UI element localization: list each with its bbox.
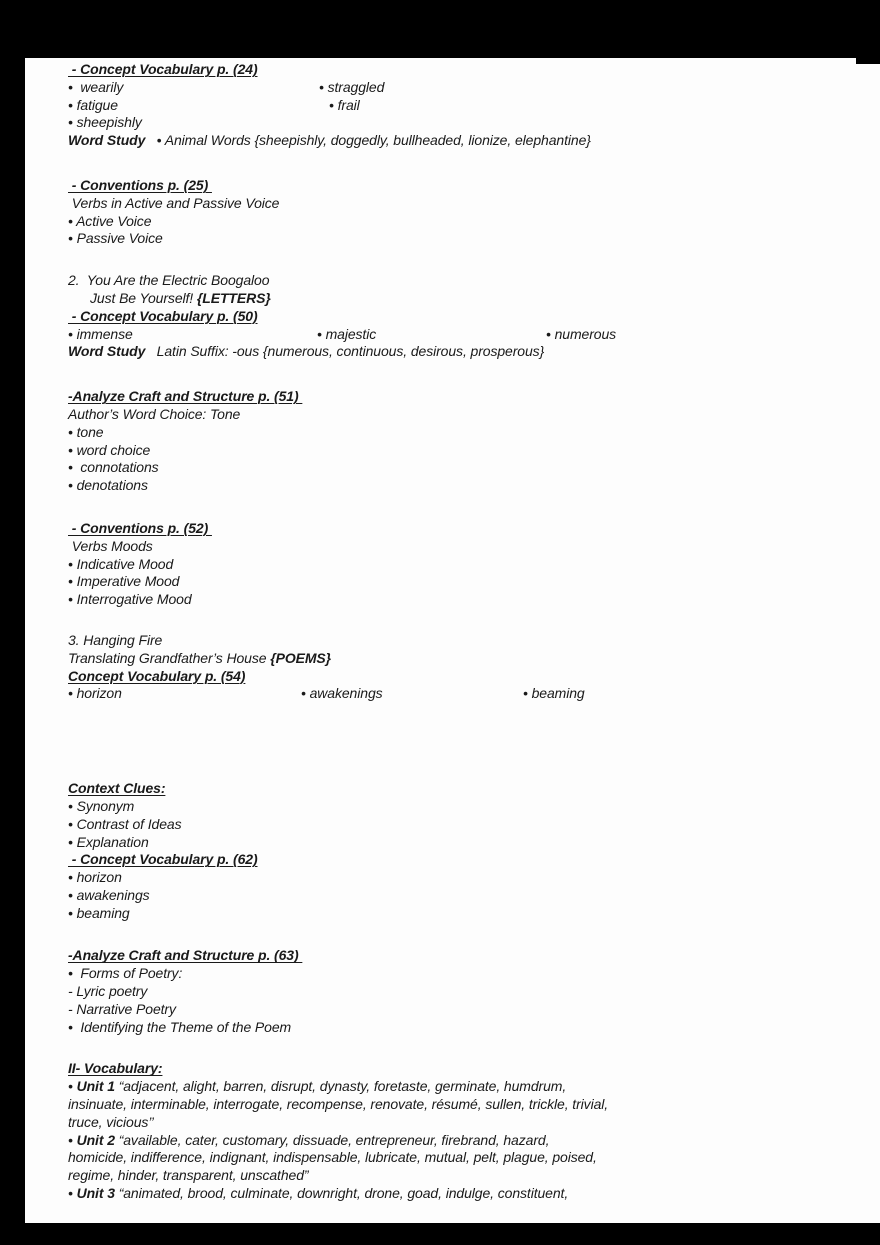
- text-run: Verbs Moods: [68, 537, 153, 554]
- bullet-item: [68, 213, 876, 231]
- word-study-line: [68, 132, 876, 150]
- vocab-row: [68, 326, 876, 344]
- text-run: • straggled: [319, 78, 385, 95]
- text-run: - Lyric poetry: [68, 983, 148, 1000]
- vocab-unit-2-cont: [68, 1167, 876, 1185]
- vocab-unit-1-cont: [68, 1096, 876, 1114]
- bullet-item: [68, 869, 876, 887]
- bullet-item: [68, 556, 876, 574]
- heading-conventions-52: [68, 520, 876, 538]
- text-run: • Animal Words {sheepishly, doggedly, bullheaded, lionize, elephantine}: [145, 132, 591, 149]
- text-run: • sheepishly: [68, 114, 142, 131]
- text-run: • Active Voice: [68, 212, 152, 229]
- selection-3-title: [68, 632, 876, 650]
- scan-corner-artifact: [856, 57, 880, 64]
- bullet-item: [68, 477, 876, 495]
- text-run: homicide, indifference, indignant, indispensable, lubricate, mutual, pelt, plague, poised,: [68, 1149, 597, 1166]
- text-run: • horizon: [68, 869, 122, 886]
- text-run: Unit 3: [76, 1185, 119, 1202]
- text-run: Unit 1: [76, 1078, 119, 1095]
- text-run: • connotations: [68, 459, 159, 476]
- bullet-item: [68, 816, 876, 834]
- heading-context-clues: [68, 780, 876, 798]
- text-run: {LETTERS}: [196, 289, 271, 306]
- selection-3-subtitle: [68, 650, 876, 668]
- vocab-unit-2-cont: [68, 1149, 876, 1167]
- text-run: -Analyze Craft and Structure p. (63): [68, 947, 303, 964]
- heading-concept-vocabulary-62: [68, 851, 876, 869]
- text-run: regime, hinder, transparent, unscathed”: [68, 1167, 309, 1184]
- text-run: •: [68, 1185, 77, 1202]
- bullet-item: [68, 573, 876, 591]
- text-run: • horizon: [68, 685, 122, 702]
- text-run: • Imperative Mood: [68, 573, 180, 590]
- text-run: 2. You Are the Electric Boogaloo: [68, 272, 270, 289]
- text-run: Author’s Word Choice: Tone: [68, 405, 241, 422]
- vocab-unit-2: [68, 1132, 876, 1150]
- document-page: [25, 58, 880, 1223]
- bullet-item: [68, 442, 876, 460]
- text-run: • awakenings: [68, 886, 150, 903]
- text-run: • numerous: [546, 325, 617, 342]
- heading-conventions-25: [68, 177, 876, 195]
- selection-2-subtitle: [68, 290, 876, 308]
- vocab-row: [68, 114, 876, 132]
- text-line: [68, 195, 876, 213]
- vocab-unit-3: [68, 1185, 876, 1203]
- text-run: Concept Vocabulary p. (54): [68, 667, 246, 684]
- text-run: • Indicative Mood: [68, 555, 174, 572]
- text-run: • Interrogative Mood: [68, 591, 192, 608]
- text-run: - Concept Vocabulary p. (50): [68, 307, 258, 324]
- selection-2-title: [68, 272, 876, 290]
- text-run: Just Be Yourself!: [90, 289, 197, 306]
- vocab-unit-1: [68, 1078, 876, 1096]
- page-content: [68, 61, 876, 1203]
- heading-vocabulary: [68, 1060, 876, 1078]
- bullet-item: [68, 1019, 876, 1037]
- text-run: • Explanation: [68, 833, 149, 850]
- text-run: • beaming: [68, 904, 130, 921]
- text-run: • Passive Voice: [68, 230, 163, 247]
- text-line: [68, 538, 876, 556]
- text-run: • majestic: [317, 325, 377, 342]
- heading-concept-vocabulary-24: [68, 61, 876, 79]
- text-run: - Narrative Poetry: [68, 1000, 176, 1017]
- text-run: 3. Hanging Fire: [68, 631, 163, 648]
- text-run: “animated, brood, culminate, downright, drone, goad, indulge, constituent,: [118, 1185, 569, 1202]
- text-run: • awakenings: [301, 685, 383, 702]
- text-run: Verbs in Active and Passive Voice: [68, 194, 280, 211]
- text-run: “available, cater, customary, dissuade, entrepreneur, firebrand, hazard,: [118, 1131, 550, 1148]
- dash-item: [68, 983, 876, 1001]
- text-run: II- Vocabulary:: [68, 1060, 163, 1077]
- bullet-item: [68, 230, 876, 248]
- vocab-row: [68, 97, 876, 115]
- bullet-item: [68, 965, 876, 983]
- text-run: •: [68, 1131, 77, 1148]
- text-run: • tone: [68, 423, 104, 440]
- bullet-item: [68, 834, 876, 852]
- text-run: - Conventions p. (52): [68, 519, 212, 536]
- text-run: • word choice: [68, 441, 151, 458]
- text-run: • wearily: [68, 78, 124, 95]
- text-run: • beaming: [523, 685, 585, 702]
- text-run: • immense: [68, 325, 133, 342]
- heading-concept-vocabulary-50: [68, 308, 876, 326]
- text-run: - Conventions p. (25): [68, 176, 212, 193]
- vocab-row: [68, 685, 876, 703]
- vocab-unit-1-cont: [68, 1114, 876, 1132]
- text-run: • frail: [329, 96, 360, 113]
- bullet-item: [68, 887, 876, 905]
- heading-analyze-craft-51: [68, 388, 876, 406]
- bullet-item: [68, 424, 876, 442]
- text-line: [68, 406, 876, 424]
- vocab-row: [68, 79, 876, 97]
- bullet-item: [68, 905, 876, 923]
- text-run: • denotations: [68, 477, 148, 494]
- text-run: - Concept Vocabulary p. (24): [68, 61, 258, 77]
- heading-concept-vocabulary-54: [68, 668, 876, 686]
- text-run: “adjacent, alight, barren, disrupt, dynasty, foretaste, germinate, humdrum,: [118, 1078, 567, 1095]
- text-run: Context Clues:: [68, 780, 166, 797]
- text-run: • Contrast of Ideas: [68, 815, 182, 832]
- text-run: truce, vicious’’: [68, 1113, 154, 1130]
- text-run: Unit 2: [76, 1131, 119, 1148]
- text-run: • fatigue: [68, 96, 118, 113]
- text-run: • Synonym: [68, 797, 135, 814]
- text-run: Latin Suffix: -ous {numerous, continuous, desirous, prosperous}: [145, 343, 545, 360]
- bullet-item: [68, 591, 876, 609]
- heading-analyze-craft-63: [68, 947, 876, 965]
- dash-item: [68, 1001, 876, 1019]
- text-run: •: [68, 1078, 77, 1095]
- text-run: insinuate, interminable, interrogate, recompense, renovate, résumé, sullen, trickle, trivial,: [68, 1096, 609, 1113]
- bullet-item: [68, 459, 876, 477]
- text-run: Translating Grandfather’s House: [68, 649, 271, 666]
- text-run: {POEMS}: [270, 649, 332, 666]
- text-run: - Concept Vocabulary p. (62): [68, 851, 258, 868]
- bullet-item: [68, 798, 876, 816]
- text-run: Word Study: [68, 343, 146, 360]
- text-run: • Identifying the Theme of the Poem: [68, 1018, 292, 1035]
- text-run: • Forms of Poetry:: [68, 965, 183, 982]
- word-study-line: [68, 343, 876, 361]
- text-run: -Analyze Craft and Structure p. (51): [68, 388, 303, 405]
- text-run: Word Study: [68, 132, 146, 149]
